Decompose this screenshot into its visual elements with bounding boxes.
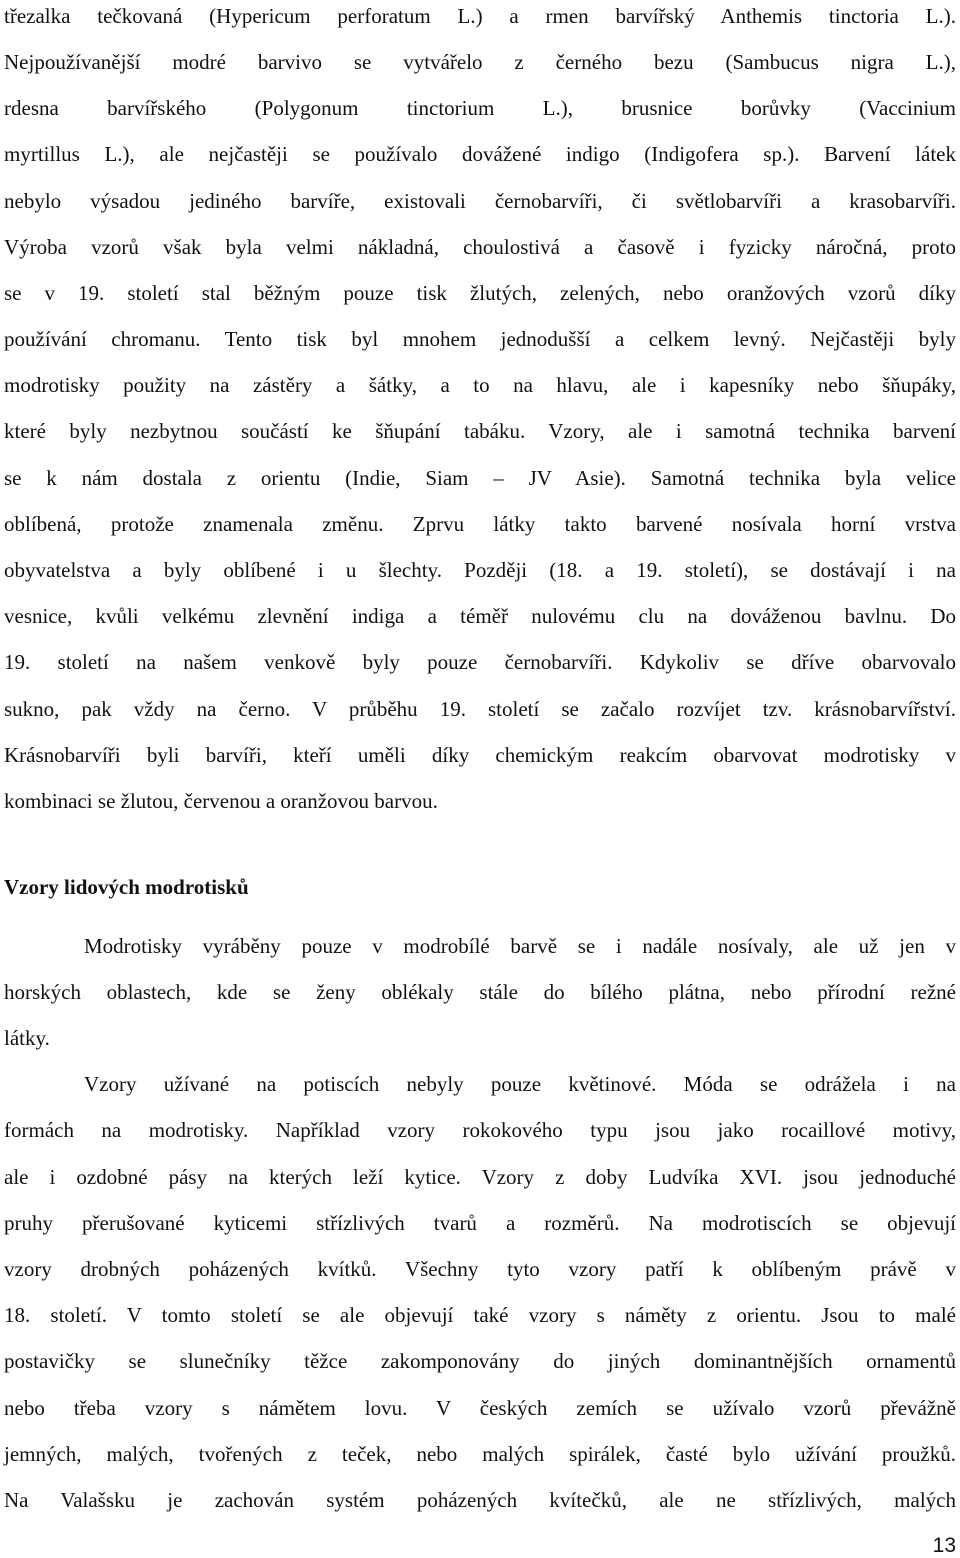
text-line: Modrotisky vyráběny pouze v modrobílé barvě se i nadále nosívaly, ale už jen v: [84, 934, 956, 958]
text-line: nebylo výsadou jediného barvíře, existovali černobarvíři, či světlobarvíři a krasobarvíři.: [4, 189, 956, 213]
section-heading: Vzory lidových modrotisků: [4, 875, 249, 899]
text-line: se v 19. století stal běžným pouze tisk žlutých, zelených, nebo oranžových vzorů díky: [4, 281, 956, 305]
text-line: vzory drobných poházených kvítků. Všechny tyto vzory patří k oblíbeným právě v: [4, 1257, 956, 1281]
text-line: Na Valašsku je zachován systém poházených kvítečků, ale ne střízlivých, malých: [4, 1488, 956, 1512]
document-page: [4, 0, 956, 1558]
text-line: vesnice, kvůli velkému zlevnění indiga a téměř nulovému clu na dováženou bavlnu. Do: [4, 604, 956, 628]
text-line: modrotisky použity na zástěry a šátky, a to na hlavu, ale i kapesníky nebo šňupáky,: [4, 373, 956, 397]
page-number: 13: [932, 1534, 956, 1557]
text-line: Nejpoužívanější modré barvivo se vytvářelo z černého bezu (Sambucus nigra L.),: [4, 50, 956, 74]
text-line: obyvatelstva a byly oblíbené i u šlechty. Později (18. a 19. století), se dostávají i na: [4, 558, 956, 582]
text-line: se k nám dostala z orientu (Indie, Siam – JV Asie). Samotná technika byla velice: [4, 466, 956, 490]
text-line: používání chromanu. Tento tisk byl mnohem jednodušší a celkem levný. Nejčastěji byly: [4, 327, 956, 351]
text-line: třezalka tečkovaná (Hypericum perforatum L.) a rmen barvířský Anthemis tinctoria L.).: [4, 4, 956, 28]
text-line: rdesna barvířského (Polygonum tinctorium L.), brusnice borůvky (Vaccinium: [4, 96, 956, 120]
text-line: Krásnobarvíři byli barvíři, kteří uměli díky chemickým reakcím obarvovat modrotisky v: [4, 743, 956, 767]
text-line: ale i ozdobné pásy na kterých leží kytice. Vzory z doby Ludvíka XVI. jsou jednoduché: [4, 1165, 956, 1189]
text-line: horských oblastech, kde se ženy oblékaly stále do bílého plátna, nebo přírodní režné: [4, 980, 956, 1004]
text-line: jemných, malých, tvořených z teček, nebo malých spirálek, časté bylo užívání proužků.: [4, 1442, 956, 1466]
text-line: 18. století. V tomto století se ale objevují také vzory s náměty z orientu. Jsou to malé: [4, 1303, 956, 1327]
text-line: které byly nezbytnou součástí ke šňupání tabáku. Vzory, ale i samotná technika barvení: [4, 419, 956, 443]
text-line: kombinaci se žlutou, červenou a oranžovou barvou.: [4, 789, 438, 813]
text-line: látky.: [4, 1026, 50, 1050]
text-line: postavičky se slunečníky těžce zakomponovány do jiných dominantnějších ornamentů: [4, 1349, 956, 1373]
text-line: sukno, pak vždy na černo. V průběhu 19. století se začalo rozvíjet tzv. krásnobarvířství.: [4, 697, 956, 721]
text-line: Výroba vzorů však byla velmi nákladná, choulostivá a časově i fyzicky náročná, proto: [4, 235, 956, 259]
text-line: oblíbená, protože znamenala změnu. Zprvu látky takto barvené nosívala horní vrstva: [4, 512, 956, 536]
text-line: nebo třeba vzory s námětem lovu. V českých zemích se užívalo vzorů převážně: [4, 1396, 956, 1420]
text-line: 19. století na našem venkově byly pouze černobarvíři. Kdykoliv se dříve obarvovalo: [4, 650, 956, 674]
text-line: myrtillus L.), ale nejčastěji se používalo dovážené indigo (Indigofera sp.). Barvení látek: [4, 142, 956, 166]
text-line: pruhy přerušované kyticemi střízlivých tvarů a rozměrů. Na modrotiscích se objevují: [4, 1211, 956, 1235]
text-line: formách na modrotisky. Například vzory rokokového typu jsou jako rocaillové motivy,: [4, 1118, 956, 1142]
text-line: Vzory užívané na potiscích nebyly pouze květinové. Móda se odrážela i na: [84, 1072, 956, 1096]
